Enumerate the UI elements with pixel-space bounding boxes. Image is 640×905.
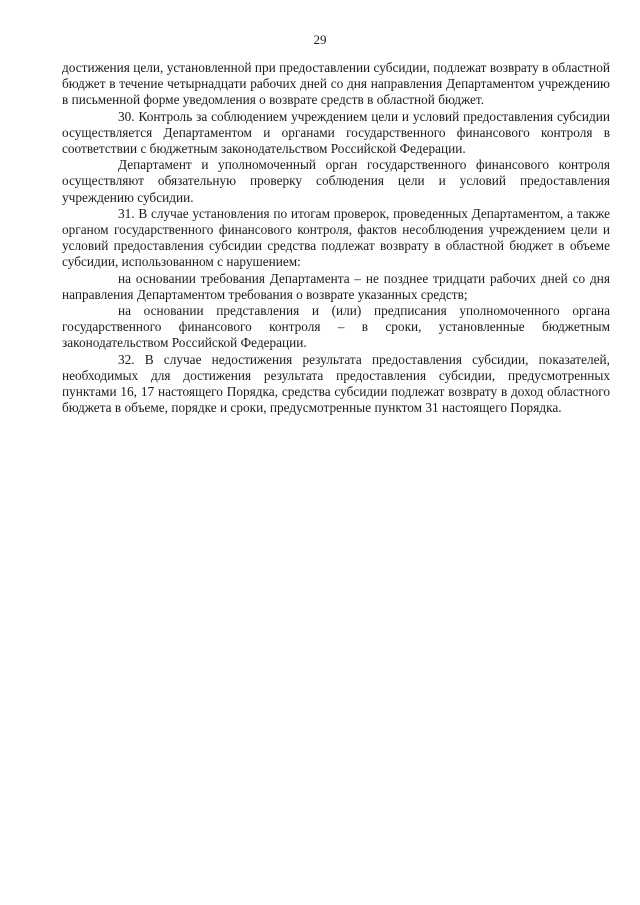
paragraph-item-31: 31. В случае установления по итогам проверок, проведенных Департаментом, а также органом государственного финансового контроля, фактов несоблюдения учреждением цели и условий предоставления субсидии средства подлежат возврату в областной бюджет в объеме субсидии, использованном с нарушением: <box>62 205 610 270</box>
paragraph-item-32: 32. В случае недостижения результата предоставления субсидии, показателей, необходимых для достижения результата предоставления субсидии, предусмотренных пунктами 16, 17 настоящего Порядка, средства субсидии подлежат возврату в доход областного бюджета в объеме, порядке и сроки, предусмотренные пунктом 31 настоящего Порядка. <box>62 351 610 416</box>
paragraph-department-requirement: на основании требования Департамента – не позднее тридцати рабочих дней со дня направления Департаментом требования о возврате указанных средств; <box>62 270 610 302</box>
paragraph-verification: Департамент и уполномоченный орган государственного финансового контроля осуществляют обязательную проверку соблюдения цели и условий предоставления учреждению субсидии. <box>62 157 610 205</box>
document-body <box>62 60 610 416</box>
paragraph-item-30: 30. Контроль за соблюдением учреждением цели и условий предоставления субсидии осуществляется Департаментом и органами государственного финансового контроля в соответствии с бюджетным законодательством Российской Федерации. <box>62 108 610 157</box>
paragraph-control-body-order: на основании представления и (или) предписания уполномоченного органа государственного финансового контроля – в сроки, установленные бюджетным законодательством Российской Федерации. <box>62 303 610 351</box>
page-number: 29 <box>313 32 327 47</box>
paragraph-continuation: достижения цели, установленной при предоставлении субсидии, подлежат возврату в областной бюджет в течение четырнадцати рабочих дней со дня направления Департаментом учреждению в письменной форме уведомления о возврате средств в областной бюджет. <box>62 60 610 108</box>
